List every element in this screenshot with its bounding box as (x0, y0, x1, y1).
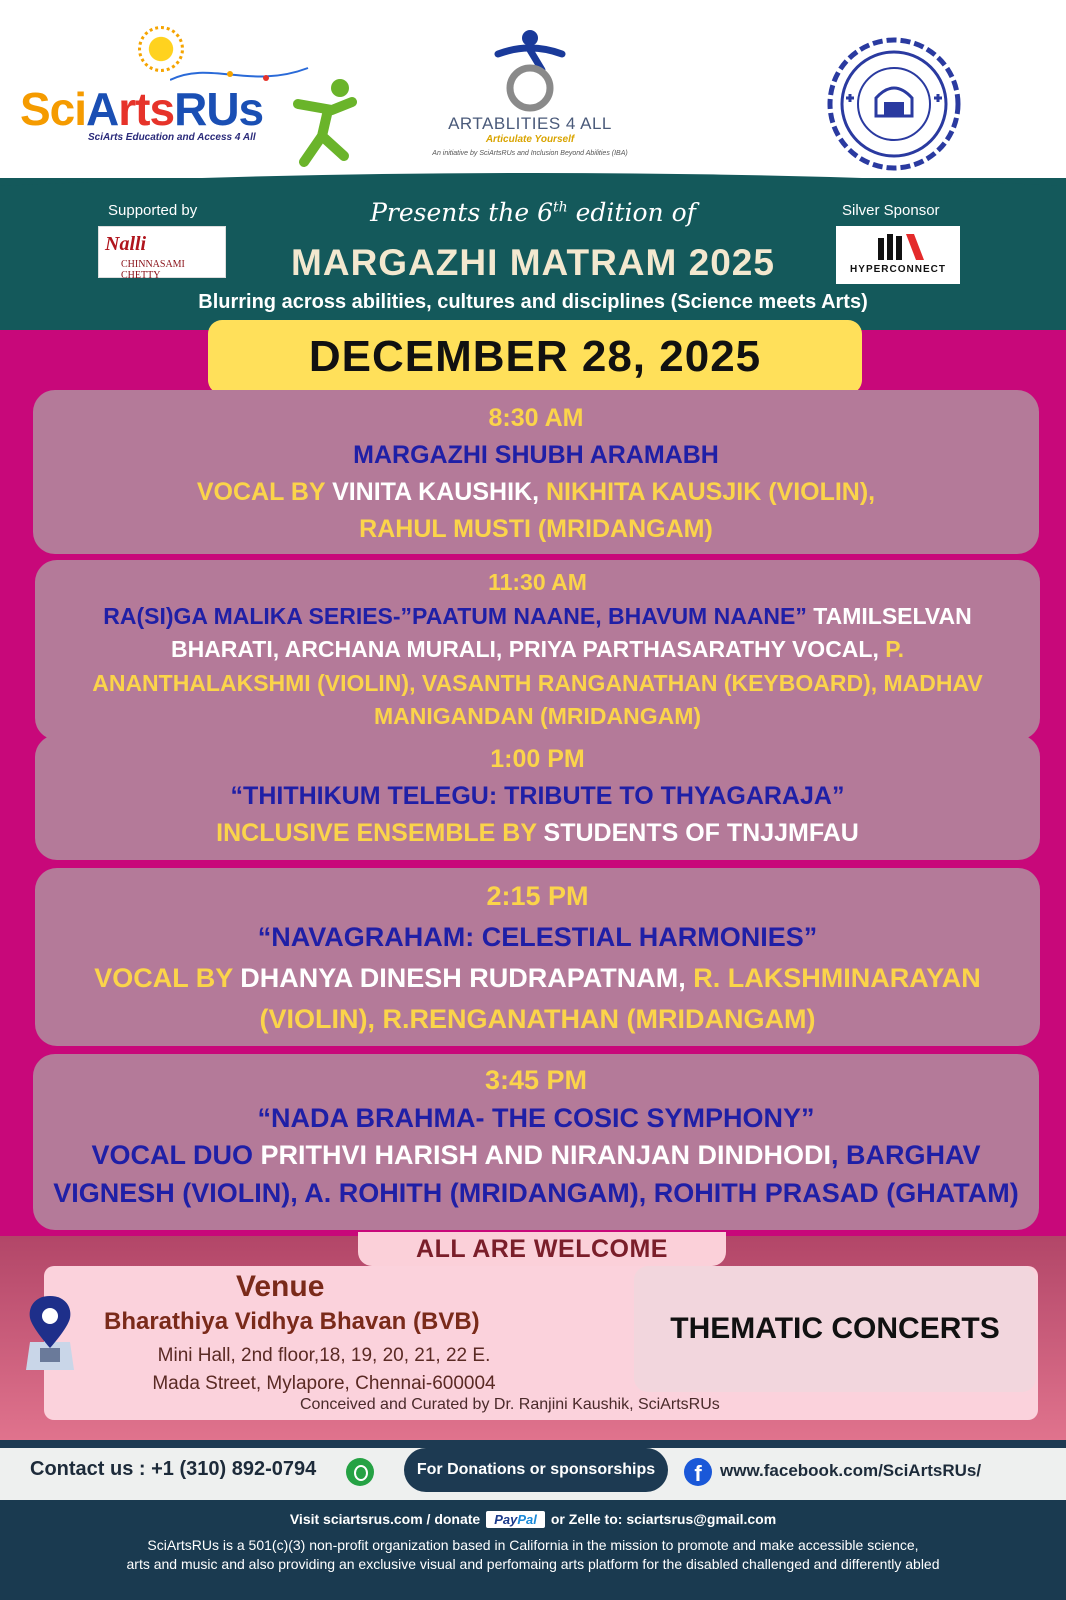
donations-button[interactable]: For Donations or sponsorships (404, 1448, 668, 1492)
nalli-name: Nalli (105, 233, 147, 255)
event-time: 2:15 PM (486, 881, 589, 911)
event-performers-cont: VIGNESH (VIOLIN), A. ROHITH (MRIDANGAM), ROHITH PRASAD (GHATAM) (53, 1177, 1019, 1208)
event-card-5 (33, 1054, 1039, 1230)
supported-by-label: Supported by (108, 202, 198, 219)
band-curve (0, 160, 1066, 200)
event-performers: VOCAL BY VINITA KAUSHIK, NIKHITA KAUSJIK (VIOLIN), (196, 478, 876, 506)
event-time: 3:45 PM (484, 1065, 588, 1095)
event-card-2 (35, 560, 1040, 740)
visit-line (0, 1511, 1066, 1528)
sciartsrus-tagline: SciArts Education and Access 4 All (88, 132, 256, 143)
event-title: “NAVAGRAHAM: CELESTIAL HARMONIES” (257, 922, 818, 952)
venue-heading: Venue (236, 1270, 325, 1303)
mission-line-1: SciArtsRUs is a 501(c)(3) non-profit organization based in California in the mission to promote and make accessible science, (147, 1537, 919, 1553)
event-card-3 (35, 735, 1040, 860)
venue-address-line-1: Mini Hall, 2nd floor,18, 19, 20, 21, 22 E. (157, 1345, 491, 1366)
event-performers: BHARATI, ARCHANA MURALI, PRIYA PARTHASARATHY VOCAL, P. (170, 636, 905, 662)
artablities-name: ARTABLITIES 4 ALL (448, 114, 612, 133)
event-performers-cont: RAHUL MUSTI (MRIDANGAM) (359, 515, 713, 543)
mission-line-2: arts and music and also providing an exclusive visual and perfomaing arts platform for the disabled challenged and differently abled (126, 1556, 940, 1572)
event-card-4 (35, 868, 1040, 1046)
event-time: 11:30 AM (488, 569, 587, 595)
artablities-logo (420, 26, 640, 166)
venue-address-line-2: Mada Street, Mylapore, Chennai-600004 (152, 1373, 496, 1394)
contact-phone: Contact us : +1 (310) 892-0794 (30, 1458, 317, 1480)
paypal-badge[interactable]: PayPal (486, 1511, 545, 1528)
event-performers: VOCAL DUO PRITHVI HARISH AND NIRANJAN DINDHODI, BARGHAV (91, 1140, 981, 1170)
artablities-figure-icon (490, 26, 570, 116)
event-card-1 (33, 390, 1039, 554)
event-title: RA(SI)GA MALIKA SERIES-”PAATUM NAANE, BHAVUM NAANE” TAMILSELVAN (103, 602, 972, 629)
event-date: DECEMBER 28, 2025 (208, 320, 862, 394)
location-pin-icon (22, 1292, 78, 1372)
visit-link[interactable]: Visit sciartsrus.com / donate (289, 1511, 481, 1527)
event-time: 8:30 AM (488, 404, 584, 432)
event-performers-cont: MANIGANDAN (MRIDANGAM) (373, 703, 702, 729)
event-title: “THITHIKUM TELEGU: TRIBUTE TO THYAGARAJA” (230, 782, 845, 810)
nalli-subname: CHINNASAMI CHETTY (121, 259, 185, 281)
event-blurb: Blurring across abilities, cultures and disciplines (Science meets Arts) (198, 291, 868, 313)
mission-statement (60, 1536, 1006, 1574)
event-time: 1:00 PM (490, 745, 585, 773)
curated-by: Conceived and Curated by Dr. Ranjini Kaushik, SciArtsRUs (300, 1396, 720, 1413)
event-title: MARGAZHI MATRAM 2025 (291, 242, 775, 283)
zelle-line: or Zelle to: sciartsrus@gmail.com (550, 1511, 777, 1527)
hyperconnect-name: HYPERCONNECT (850, 264, 946, 275)
artablities-tagline: Articulate Yourself (485, 134, 575, 145)
event-performers: VOCAL BY DHANYA DINESH RUDRAPATNAM, R. LAKSHMINARAYAN (94, 963, 981, 993)
facebook-icon: f (684, 1458, 712, 1486)
venue-address (104, 1342, 544, 1398)
artablities-initiative: An initiative by SciArtsRUs and Inclusion Beyond Abilities (IBA) (432, 150, 628, 157)
facebook-link[interactable]: www.facebook.com/SciArtsRUs/ (720, 1461, 982, 1480)
event-title: MARGAZHI SHUBH ARAMABH (353, 441, 719, 469)
venue-name: Bharathiya Vidhya Bhavan (BVB) (104, 1308, 480, 1335)
event-performers: INCLUSIVE ENSEMBLE BY STUDENTS OF TNJJMFAU (216, 819, 859, 847)
event-title: “NADA BRAHMA- THE COSIC SYMPHONY” (257, 1102, 815, 1133)
bvb-logo (826, 36, 962, 172)
thematic-concerts-box: THEMATIC CONCERTS (634, 1266, 1036, 1392)
silver-sponsor-label: Silver Sponsor (842, 202, 940, 219)
sciartsrus-logo (20, 24, 350, 164)
sciartsrus-wordmark: SciArtsRUs (20, 83, 264, 135)
presents-line: Presents the 6th edition of (370, 198, 696, 227)
all-welcome-banner: ALL ARE WELCOME (358, 1232, 726, 1266)
event-performers-cont: (VIOLIN), R.RENGANATHAN (MRIDANGAM) (259, 1004, 816, 1034)
dancer-figure-icon (288, 76, 358, 168)
whatsapp-icon (346, 1458, 374, 1486)
event-performers-cont: ANANTHALAKSHMI (VIOLIN), VASANTH RANGANATHAN (KEYBOARD), MADHAV (92, 669, 983, 696)
